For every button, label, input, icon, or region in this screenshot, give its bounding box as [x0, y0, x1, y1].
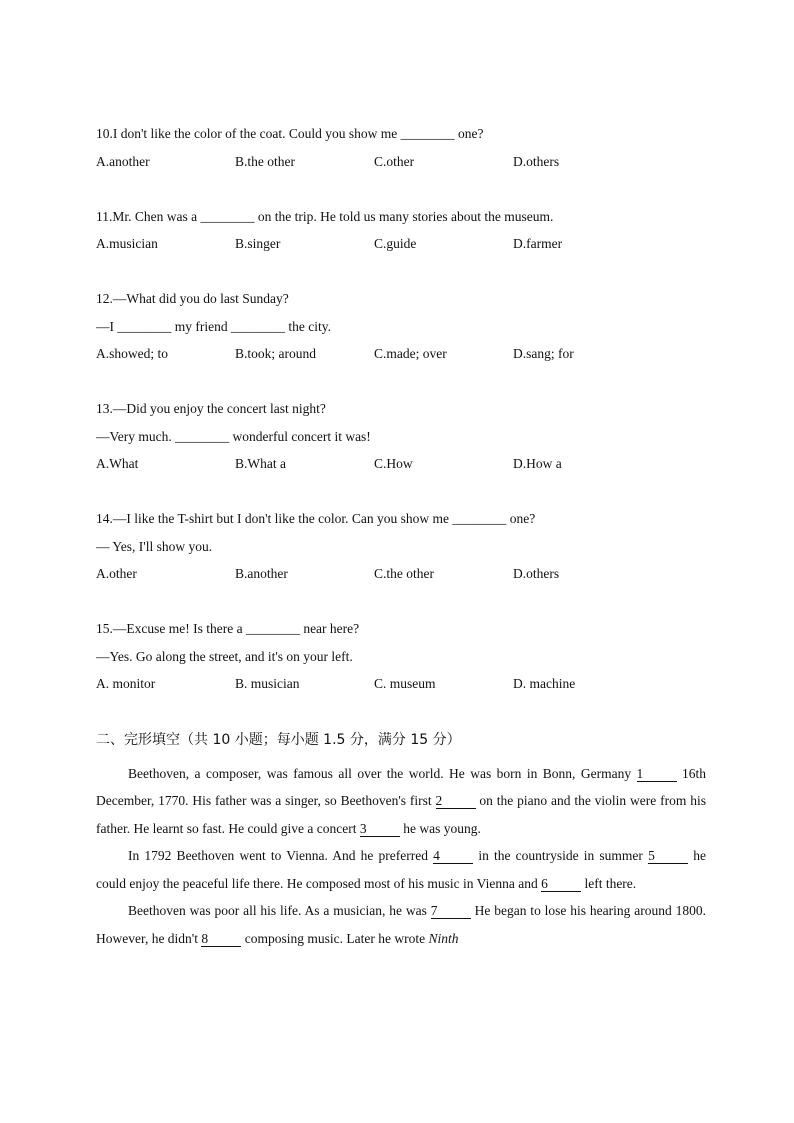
option-b: B.What a: [235, 456, 286, 471]
cloze-blank-2: 2: [436, 793, 476, 809]
option-c: C. museum: [374, 676, 436, 691]
options-row: [96, 344, 706, 372]
passage-text: 16th December, 1770. His father was a singer, so Beethoven's first: [96, 765, 706, 808]
question-text: 10.I don't like the color of the coat. Could you show me ________ one?: [96, 126, 484, 141]
option-a: A.What: [96, 456, 139, 471]
option-a: A.another: [96, 153, 150, 169]
question-text: 15.—Excuse me! Is there a ________ near here?: [96, 621, 360, 636]
question-text: 11.Mr. Chen was a ________ on the trip. He told us many stories about the museum.: [96, 208, 554, 224]
passage-text: He began to lose his hearing around 1800. However, he didn't: [96, 903, 706, 946]
option-b: B.singer: [235, 236, 281, 251]
option-a: A.other: [96, 566, 137, 581]
cloze-blank-3: 3: [360, 821, 400, 837]
answer-text: —I ________ my friend ________ the city.: [96, 318, 331, 334]
passage-text: on the piano and the violin were from his father. He learnt so fast. He could give a concert: [96, 793, 706, 836]
option-a: A.musician: [96, 236, 158, 251]
question-13: [96, 399, 706, 482]
passage-text: he could enjoy the peaceful life there. He composed most of his music in Vienna and: [96, 848, 706, 891]
answer-text: —Very much. ________ wonderful concert it was!: [96, 428, 371, 444]
options-row: [96, 234, 706, 262]
passage-text: in the countryside in summer: [473, 848, 649, 863]
option-b: B.the other: [235, 153, 295, 169]
italic-title: Ninth: [428, 930, 459, 946]
option-d: D.others: [513, 566, 560, 581]
option-d: D.farmer: [513, 236, 563, 251]
passage-text: In 1792 Beethoven went to Vienna. And he preferred: [128, 848, 434, 863]
options-row: [96, 454, 706, 482]
cloze-blank-1: 1: [637, 766, 677, 782]
question-14: [96, 509, 706, 592]
option-a: A.showed; to: [96, 346, 168, 361]
question-12: [96, 289, 706, 372]
question-text: 13.—Did you enjoy the concert last night?: [96, 401, 326, 416]
option-c: C.How: [374, 456, 413, 471]
cloze-blank-5: 5: [648, 848, 688, 864]
answer-text: —Yes. Go along the street, and it's on your left.: [96, 648, 353, 664]
option-b: B. musician: [235, 676, 300, 691]
exam-page: [96, 124, 706, 952]
passage-text: composing music. Later he wrote: [241, 930, 429, 946]
passage-text: he was young.: [399, 820, 481, 836]
question-11: [96, 207, 706, 262]
cloze-paragraph-3: [96, 897, 706, 952]
passage-text: Beethoven was poor all his life. As a musician, he was: [128, 903, 431, 918]
option-c: C.guide: [374, 236, 417, 251]
question-15: [96, 619, 706, 702]
cloze-blank-6: 6: [541, 876, 581, 892]
options-row: [96, 674, 706, 702]
passage-text: left there.: [581, 875, 637, 891]
question-text: 14.—I like the T-shirt but I don't like the color. Can you show me ________ one?: [96, 511, 536, 526]
option-b: B.took; around: [235, 346, 316, 361]
cloze-paragraph-1: [96, 760, 706, 843]
cloze-blank-4: 4: [433, 848, 473, 864]
options-row: [96, 152, 706, 180]
question-10: [96, 124, 706, 179]
cloze-blank-8: 8: [201, 931, 241, 947]
question-text: 12.—What did you do last Sunday?: [96, 291, 289, 306]
option-c: C.other: [374, 153, 415, 169]
option-d: D.others: [513, 153, 560, 169]
options-row: [96, 564, 706, 592]
option-c: C.made; over: [374, 346, 447, 361]
section-title: 二、完形填空（共 10 小题；每小题 1.5 分，满分 15 分）: [96, 731, 461, 748]
answer-text: — Yes, I'll show you.: [96, 538, 213, 554]
option-a: A. monitor: [96, 676, 156, 691]
cloze-blank-7: 7: [431, 903, 471, 919]
option-b: B.another: [235, 566, 288, 581]
option-d: D. machine: [513, 676, 576, 691]
option-d: D.sang; for: [513, 346, 574, 361]
option-c: C.the other: [374, 566, 434, 581]
passage-text: Beethoven, a composer, was famous all over the world. He was born in Bonn, Germany: [128, 765, 637, 781]
option-d: D.How a: [513, 456, 562, 471]
cloze-paragraph-2: [96, 842, 706, 897]
